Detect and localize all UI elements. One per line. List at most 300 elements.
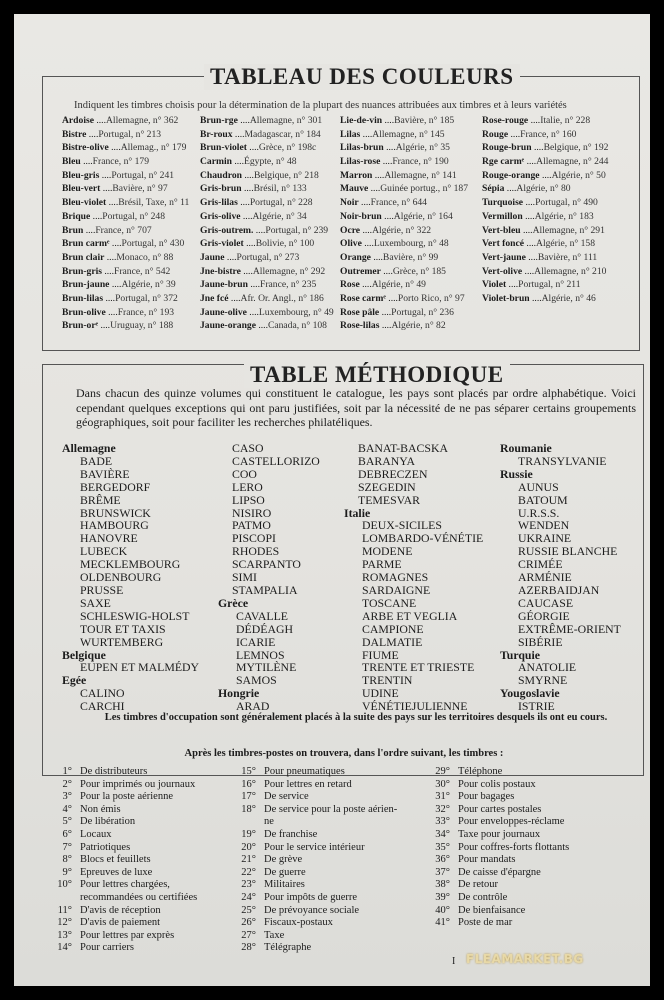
order-number: 19°: [241, 828, 256, 840]
color-reference: Belgique, n° 218: [253, 169, 319, 181]
color-name: Rose-lilas: [340, 320, 380, 332]
order-number: 2°: [62, 778, 72, 790]
color-entry: Vert-jaune ....Bavière, n° 111: [482, 251, 598, 263]
country-group-heading: Yougoslavie: [500, 686, 560, 701]
color-reference: Bavière, n° 99: [382, 251, 439, 263]
color-table-title: TABLEAU DES COULEURS: [204, 64, 520, 90]
color-entry: Gris-violet ....Bolivie, n° 100: [200, 238, 315, 250]
country-item: SIMI: [232, 570, 257, 585]
color-name: Lie-de-vin: [340, 115, 383, 126]
color-entry: Gris-olive ....Algérie, n° 34: [200, 210, 307, 222]
order-number: 33°: [435, 816, 450, 828]
color-entry: Chaudron ....Belgique, n° 218: [200, 169, 319, 181]
color-reference: Allemagne, n° 362: [105, 115, 179, 126]
country-item: OLDENBOURG: [80, 570, 162, 585]
color-name: Jne-bistre: [200, 265, 241, 277]
color-reference: France, n° 160: [520, 128, 577, 140]
color-entry: Lilas-rose ....France, n° 190: [340, 156, 449, 168]
country-item: PISCOPI: [232, 531, 276, 546]
color-entry: Rose carmᵉ ....Porto Rico, n° 97: [340, 292, 465, 304]
color-reference: France, n° 235: [259, 279, 317, 291]
color-column: [340, 114, 468, 333]
country-column: [344, 442, 483, 713]
order-number: 36°: [435, 854, 450, 866]
country-item: BARANYA: [358, 453, 416, 468]
country-group-heading: Italie: [344, 505, 371, 520]
order-number: 34°: [435, 828, 450, 840]
order-label: Militaires: [264, 879, 305, 891]
order-number: 7°: [62, 841, 72, 853]
color-reference: France, n° 644: [370, 197, 427, 209]
color-entry: Rose pâle ....Portugal, n° 236: [340, 306, 454, 318]
color-entry: Vert-bleu ....Allemagne, n° 291: [482, 224, 605, 236]
color-reference: Afr. Or. Angl., n° 186: [240, 292, 324, 304]
order-label: De grève: [264, 854, 303, 866]
order-label: Téléphone: [458, 766, 503, 777]
color-name: Lilas-rose: [340, 156, 381, 168]
color-entry: Brun carmᵉ ....Portugal, n° 430: [62, 238, 185, 250]
country-item: CASTELLORIZO: [232, 453, 320, 468]
country-group-heading: Hongrie: [218, 686, 260, 701]
color-reference: Portugal, n° 430: [121, 238, 185, 250]
color-name: Ocre: [340, 224, 361, 236]
order-label: Pour cartes postales: [458, 803, 542, 815]
color-entry: Brun ....France, n° 707: [62, 224, 152, 236]
country-item: EXTRÊME-ORIENT: [518, 621, 621, 636]
color-reference: Italie, n° 228: [540, 115, 591, 126]
country-item: CAUCASE: [518, 595, 574, 610]
color-entry: Sépia ....Algérie, n° 80: [482, 183, 571, 195]
order-label: Pour carriers: [80, 942, 134, 954]
color-name: Br-roux: [200, 128, 233, 140]
color-entry: Rouge-orange ....Algérie, n° 50: [482, 169, 606, 181]
color-entry: Vert foncé ....Algérie, n° 158: [482, 238, 596, 250]
country-item: COO: [232, 466, 257, 481]
order-number: 29°: [435, 766, 450, 777]
color-reference: Allemagne, n° 145: [372, 128, 445, 140]
country-item: DEUX-SICILES: [362, 518, 442, 533]
order-number: 30°: [435, 778, 450, 790]
color-entry: Bleu ....France, n° 179: [62, 156, 149, 168]
order-label: Pour imprimés ou journaux: [80, 778, 196, 790]
order-label: Pour colis postaux: [458, 778, 536, 790]
color-entry: Bistre ....Portugal, n° 213: [62, 128, 162, 140]
country-group-heading: Egée: [62, 673, 87, 688]
country-item: UKRAINE: [518, 531, 572, 546]
country-item: CRIMÉE: [518, 557, 563, 572]
color-entry: Brun-orᵉ ....Uruguay, n° 188: [62, 320, 174, 332]
order-number: 16°: [241, 778, 256, 790]
color-reference: France, n° 707: [95, 224, 152, 236]
color-entry: Brun-olive ....France, n° 193: [62, 306, 175, 318]
country-item: HANOVRE: [80, 531, 138, 546]
order-number: 26°: [241, 917, 256, 929]
color-reference: Grèce, n° 185: [392, 265, 446, 277]
color-reference: Bavière, n° 111: [537, 251, 598, 263]
country-item: MYTILÈNE: [236, 660, 297, 675]
country-item: SCARPANTO: [232, 557, 301, 572]
order-label: Pour bagages: [458, 791, 515, 803]
color-reference: Guinée portug., n° 187: [380, 183, 469, 195]
color-name: Rose: [340, 279, 360, 291]
order-number: 10°: [57, 879, 72, 891]
order-number: 23°: [241, 879, 256, 891]
color-name: Brun-orᵉ: [62, 320, 99, 332]
order-number: 18°: [241, 803, 256, 815]
country-item: CARCHI: [80, 699, 125, 714]
color-name: Bistre-olive: [62, 142, 109, 154]
country-item: MODENE: [362, 544, 413, 559]
color-reference: Allemagne, n° 141: [384, 169, 457, 181]
color-entry: Brun-jaune ....Algérie, n° 39: [62, 279, 176, 291]
color-reference: Brésil, n° 133: [253, 183, 307, 195]
order-number: 9°: [62, 866, 72, 878]
color-name: Orange: [340, 251, 371, 263]
color-entry: Jaune-olive ....Luxembourg, n° 49: [200, 306, 334, 318]
color-reference: Allemag., n° 179: [120, 142, 187, 154]
color-reference: Monaco, n° 88: [116, 251, 174, 263]
color-entry: Jaune ....Portugal, n° 273: [200, 251, 300, 263]
color-name: Gris-brun: [200, 183, 242, 195]
country-item: NISIRO: [232, 505, 272, 520]
color-name: Ardoise: [62, 115, 94, 126]
country-item: TRANSYLVANIE: [518, 453, 607, 468]
order-number: 11°: [57, 904, 72, 916]
order-label: Pour le service intérieur: [264, 841, 365, 853]
color-name: Olive: [340, 238, 362, 250]
color-name: Brun-rge: [200, 115, 238, 126]
order-number: 12°: [57, 917, 72, 929]
color-name: Brun-jaune: [62, 279, 110, 291]
country-item: ARAD: [236, 699, 270, 714]
order-label: De libération: [80, 816, 136, 828]
color-entry: Gris-brun ....Brésil, n° 133: [200, 183, 307, 195]
order-number: 39°: [435, 891, 450, 903]
order-number: 17°: [241, 791, 256, 803]
country-item: CASO: [232, 441, 264, 455]
country-group-heading: Allemagne: [62, 441, 116, 455]
color-entry: Brun-gris ....France, n° 542: [62, 265, 171, 277]
country-item: SZEGEDIN: [358, 479, 416, 494]
country-column: [218, 442, 320, 713]
color-entry: Rose-lilas ....Algérie, n° 82: [340, 320, 446, 332]
country-column: [500, 442, 621, 713]
color-reference: Algérie, n° 183: [534, 210, 594, 222]
color-entry: Rose ....Algérie, n° 49: [340, 279, 426, 291]
country-item: BRÊME: [80, 492, 121, 507]
order-number: 4°: [62, 803, 72, 815]
country-item: TOSCANE: [362, 595, 417, 610]
color-name: Vert-bleu: [482, 224, 521, 236]
color-entry: Gris-outrem. ....Portugal, n° 239: [200, 224, 329, 236]
color-reference: Portugal, n° 211: [518, 279, 581, 291]
country-item: ARMÉNIE: [518, 570, 572, 585]
order-number: 3°: [62, 791, 72, 803]
color-entry: Noir ....France, n° 644: [340, 197, 427, 209]
color-reference: Portugal, n° 372: [115, 292, 178, 304]
country-item: SCHLESWIG-HOLST: [80, 608, 190, 623]
color-name: Outremer: [340, 265, 381, 277]
country-group-heading: Grèce: [218, 595, 249, 610]
color-name: Jaune-brun: [200, 279, 248, 291]
color-name: Violet: [482, 279, 507, 291]
country-item: LUBECK: [80, 544, 128, 559]
country-item: VÉNÉTIEJULIENNE: [362, 699, 468, 714]
color-entry: Vermillon ....Algérie, n° 183: [482, 210, 594, 222]
color-reference: Algérie, n° 158: [536, 238, 596, 250]
country-item: BANAT-BACSKA: [358, 441, 449, 455]
country-item: PARME: [362, 557, 402, 572]
country-item: TOUR ET TAXIS: [80, 621, 166, 636]
color-name: Gris-outrem.: [200, 224, 254, 236]
color-name: Brun clair: [62, 251, 105, 263]
color-entry: Rouge ....France, n° 160: [482, 128, 577, 140]
catalogue-page: [14, 14, 650, 986]
country-item: BATOUM: [518, 492, 568, 507]
color-reference: Allemagne, n° 292: [252, 265, 326, 277]
color-name: Noir-brun: [340, 210, 382, 222]
color-entry: Brun-lilas ....Portugal, n° 372: [62, 292, 178, 304]
order-label: De distributeurs: [80, 766, 148, 777]
color-entry: Jaune-brun ....France, n° 235: [200, 279, 317, 291]
order-label: Non émis: [80, 803, 121, 815]
country-item: MECKLEMBOURG: [80, 557, 181, 572]
color-name: Brique: [62, 210, 91, 222]
country-item: BADE: [80, 453, 113, 468]
order-number: 15°: [241, 766, 256, 777]
order-number: 20°: [241, 841, 256, 853]
color-name: Lilas-brun: [340, 142, 384, 154]
order-number: 8°: [62, 854, 72, 866]
color-name: Violet-brun: [482, 292, 530, 304]
order-label: Fiscaux-postaux: [264, 917, 333, 929]
color-entry: Bleu-violet ....Brésil, Taxe, n° 11: [62, 197, 190, 209]
order-number: 41°: [435, 917, 450, 929]
order-label: Patriotiques: [80, 841, 131, 853]
color-reference: Algérie, n° 82: [391, 320, 446, 332]
color-name: Brun: [62, 224, 84, 236]
country-item: CAMPIONE: [362, 621, 424, 636]
country-item: DALMATIE: [362, 634, 423, 649]
order-label: De retour: [458, 879, 498, 891]
color-entry: Lilas-brun ....Algérie, n° 35: [340, 142, 450, 154]
color-entry: Mauve ....Guinée portug., n° 187: [340, 183, 469, 195]
order-number: 13°: [57, 929, 72, 941]
order-number: 25°: [241, 904, 256, 916]
color-entry: Brique ....Portugal, n° 248: [62, 210, 165, 222]
country-item: U.R.S.S.: [518, 505, 560, 520]
color-entry: Violet ....Portugal, n° 211: [482, 279, 581, 291]
order-number: 35°: [435, 841, 450, 853]
color-name: Brun-olive: [62, 306, 106, 318]
page-number: I: [452, 956, 456, 967]
country-column: [62, 442, 199, 713]
country-item: ICARIE: [236, 634, 276, 649]
order-number: 40°: [435, 904, 450, 916]
color-entry: Brun-violet ....Grèce, n° 198c: [200, 142, 317, 154]
country-item: BRUNSWICK: [80, 505, 151, 520]
country-group-heading: Roumanie: [500, 441, 552, 455]
color-entry: Rouge-brun ....Belgique, n° 192: [482, 142, 609, 154]
order-number: 1°: [62, 766, 72, 777]
color-reference: Belgique, n° 192: [543, 142, 609, 154]
order-label: De service: [264, 791, 309, 803]
color-name: Rouge-brun: [482, 142, 532, 154]
country-item: EUPEN ET MALMÉDY: [80, 660, 200, 675]
color-name: Lilas: [340, 128, 361, 140]
color-reference: Allemagne, n° 244: [536, 156, 609, 168]
color-reference: Algérie, n° 46: [541, 292, 596, 304]
color-name: Rose pâle: [340, 306, 380, 318]
order-number: 28°: [241, 942, 256, 954]
order-label: Epreuves de luxe: [80, 866, 153, 878]
country-item: BERGEDORF: [80, 479, 151, 494]
order-number: 24°: [241, 891, 256, 903]
color-name: Bleu-vert: [62, 183, 101, 195]
country-item: FIUME: [362, 647, 399, 662]
country-item: WURTEMBERG: [80, 634, 164, 649]
order-label: De service pour la poste aérien-: [264, 803, 398, 815]
color-reference: Portugal, n° 248: [102, 210, 165, 222]
color-reference: Portugal, n° 228: [249, 197, 313, 209]
color-name: Bleu: [62, 156, 81, 168]
method-intro: Dans chacun des quinze volumes qui constituent le catalogue, les pays sont placés par ordre alphabétique. Voici cependant quelques exceptions qui ont paru justifiées, soit par la nécessité de ne pas séparer certains groupements géographiques, soit pour faciliter les recherches philatéliques.: [76, 386, 636, 429]
order-label: Pour coffres-forts flottants: [458, 841, 570, 853]
color-entry: Orange ....Bavière, n° 99: [340, 251, 439, 263]
color-name: Mauve: [340, 183, 369, 195]
color-entry: Brun-rge ....Allemagne, n° 301: [200, 115, 323, 126]
order-label: Taxe: [264, 929, 285, 941]
order-label: Taxe pour journaux: [458, 828, 541, 840]
color-reference: Allemagne, n° 210: [534, 265, 607, 277]
country-group-heading: Turquie: [500, 647, 541, 662]
color-name: Bleu-gris: [62, 169, 100, 181]
color-reference: Égypte, n° 48: [243, 156, 297, 168]
country-group-heading: Russie: [500, 466, 533, 481]
country-item: LOMBARDO-VÉNÉTIE: [362, 531, 484, 546]
country-item: SARDAIGNE: [362, 582, 431, 597]
country-item: ARBE ET VEGLIA: [362, 608, 458, 623]
country-item: DÉDÉAGH: [236, 621, 294, 636]
order-label: Pour lettres en retard: [264, 778, 352, 790]
country-item: LIPSO: [232, 492, 265, 507]
color-reference: Bavière, n° 97: [112, 183, 168, 195]
order-label: Pour mandats: [458, 854, 516, 866]
order-number: 5°: [62, 816, 72, 828]
country-item: CAVALLE: [236, 608, 289, 623]
color-entry: Vert-olive ....Allemagne, n° 210: [482, 265, 607, 277]
color-name: Bistre: [62, 128, 87, 140]
color-name: Brun-violet: [200, 142, 247, 154]
color-entry: Violet-brun ....Algérie, n° 46: [482, 292, 596, 304]
color-entry: Jne fcé ....Afr. Or. Angl., n° 186: [200, 292, 324, 304]
color-reference: Portugal, n° 236: [391, 306, 454, 318]
color-entry: Carmin ....Égypte, n° 48: [200, 156, 297, 168]
color-reference: Grèce, n° 198c: [258, 142, 317, 154]
color-name: Sépia: [482, 183, 505, 195]
order-label: Pour pneumatiques: [264, 766, 345, 777]
order-label: D'avis de paiement: [80, 917, 161, 929]
color-name: Chaudron: [200, 169, 242, 181]
color-reference: Madagascar, n° 184: [244, 128, 321, 140]
country-item: SAMOS: [236, 673, 277, 688]
color-entry: Jaune-orange ....Canada, n° 108: [200, 320, 327, 332]
order-label: De prévoyance sociale: [264, 904, 360, 916]
color-entry: Bistre-olive ....Allemag., n° 179: [62, 142, 187, 154]
color-entry: Outremer ....Grèce, n° 185: [340, 265, 446, 277]
country-item: STAMPALIA: [232, 582, 298, 597]
color-entry: Bleu-gris ....Portugal, n° 241: [62, 169, 175, 181]
order-label: De bienfaisance: [458, 904, 526, 916]
order-label: Pour enveloppes-réclame: [458, 816, 565, 828]
color-table-subtitle: Indiquent les timbres choisis pour la détermination de la plupart des nuances attribuées aux timbres et à leurs variétés: [74, 100, 567, 111]
color-name: Rge carmᵉ: [482, 156, 525, 168]
country-item: ISTRIE: [518, 699, 555, 714]
color-reference: France, n° 179: [92, 156, 149, 168]
color-name: Brun-gris: [62, 265, 102, 277]
order-number: 22°: [241, 866, 256, 878]
color-name: Vert-jaune: [482, 251, 526, 263]
color-reference: Algérie, n° 49: [371, 279, 426, 291]
color-entry: Rose-rouge ....Italie, n° 228: [482, 115, 591, 126]
order-number: 14°: [57, 942, 72, 954]
color-name: Gris-olive: [200, 210, 241, 222]
color-reference: Portugal, n° 490: [535, 197, 598, 209]
order-number: 38°: [435, 879, 450, 891]
country-item: LERO: [232, 479, 263, 494]
order-heading: Après les timbres-postes on trouvera, dans l'ordre suivant, les timbres :: [184, 748, 504, 759]
color-name: Rouge: [482, 128, 509, 140]
color-reference: Algérie, n° 164: [393, 210, 453, 222]
color-reference: Portugal, n° 213: [98, 128, 162, 140]
color-reference: Algérie, n° 35: [395, 142, 450, 154]
country-item: SAXE: [80, 595, 111, 610]
order-label: De franchise: [264, 828, 318, 840]
order-label: recommandées ou certifiées: [80, 891, 198, 903]
country-item: TRENTE ET TRIESTE: [362, 660, 475, 675]
color-name: Rouge-orange: [482, 169, 540, 181]
order-number: 6°: [62, 828, 72, 840]
color-reference: Allemagne, n° 291: [532, 224, 605, 236]
order-label: De caisse d'épargne: [458, 866, 541, 878]
color-reference: Porto Rico, n° 97: [397, 292, 465, 304]
order-number: 27°: [241, 929, 256, 941]
color-column: [200, 114, 334, 333]
order-number: 31°: [435, 791, 450, 803]
color-name: Bleu-violet: [62, 197, 107, 209]
color-reference: Algérie, n° 80: [516, 183, 571, 195]
country-item: BAVIÈRE: [80, 466, 130, 481]
order-number: 37°: [435, 866, 450, 878]
color-name: Vert foncé: [482, 238, 525, 250]
color-reference: Portugal, n° 273: [236, 251, 300, 263]
country-item: AUNUS: [518, 479, 559, 494]
color-name: Rose carmᵉ: [340, 292, 386, 304]
country-item: HAMBOURG: [80, 518, 149, 533]
order-label: Locaux: [80, 828, 112, 840]
country-item: TEMESVAR: [358, 492, 421, 507]
color-reference: Portugal, n° 239: [265, 224, 329, 236]
color-name: Vert-olive: [482, 265, 523, 277]
color-name: Carmin: [200, 156, 232, 168]
color-reference: Luxembourg, n° 48: [373, 238, 449, 250]
color-reference: Algérie, n° 50: [551, 169, 606, 181]
color-name: Turquoise: [482, 197, 524, 209]
color-entry: Jne-bistre ....Allemagne, n° 292: [200, 265, 326, 277]
color-name: Vermillon: [482, 210, 523, 222]
order-label: Télégraphe: [264, 942, 312, 954]
country-item: PRUSSE: [80, 582, 124, 597]
